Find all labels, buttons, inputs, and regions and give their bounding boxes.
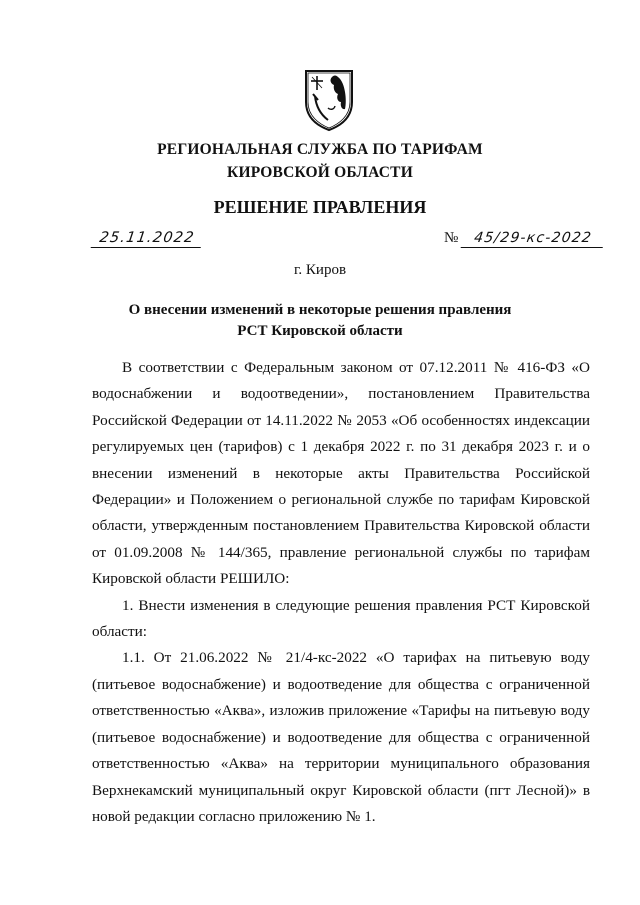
- decision-date: 25.11.2022: [91, 229, 204, 248]
- decision-title: РЕШЕНИЕ ПРАВЛЕНИЯ: [213, 197, 427, 217]
- subject-line1: О внесении изменений в некоторые решения правления: [128, 302, 512, 318]
- decision-number: 45/29-кс-2022: [461, 229, 606, 248]
- org-name-line1: РЕГИОНАЛЬНАЯ СЛУЖБА ПО ТАРИФАМ: [157, 141, 483, 158]
- paragraph-item-1: 1. Внести изменения в следующие решения правления РСТ Кировской области:: [92, 596, 590, 641]
- paragraph-item-1-1: 1.1. От 21.06.2022 № 21/4-кс-2022 «О тарифах на питьевую воду (питьевое водоснабжение) и водоотведение для общества с ограниченной ответственностью «Аква», изложив приложение «Тарифы на питьевую воду (питьевое водоснабжение) и водоотведение для общества с ограниченной ответственностью «Аква» на территории муниципального образования Верхнекамский муниципальный округ Кировской области (пгт Лесной)» в новой редакции согласно приложению № 1.: [92, 649, 590, 825]
- number-sign: №: [444, 230, 459, 246]
- decision-number-block: [444, 229, 604, 248]
- paragraph-preamble: В соответствии с Федеральным законом от 07.12.2011 № 416-ФЗ «О водоснабжении и водоотведении», постановлением Правительства Российской Федерации от 14.11.2022 № 2053 «Об особенностях индексации регулируемых цен (тарифов) с 1 декабря 2022 г. по 31 декабря 2023 г. и о внесении изменений в некоторые акты Правительства Российской Федерации» и Положением о региональной службе по тарифам Кировской области, утвержденным постановлением Правительства Кировской области от 01.09.2008 № 144/365, правление региональной службы по тарифам Кировской области РЕШИЛО:: [92, 359, 590, 588]
- subject-line2: РСТ Кировской области: [237, 323, 403, 339]
- kirov-coat-of-arms-icon: [302, 68, 356, 132]
- city: г. Киров: [293, 262, 347, 278]
- document-body: [92, 355, 590, 830]
- org-name-line2: КИРОВСКОЙ ОБЛАСТИ: [227, 164, 413, 181]
